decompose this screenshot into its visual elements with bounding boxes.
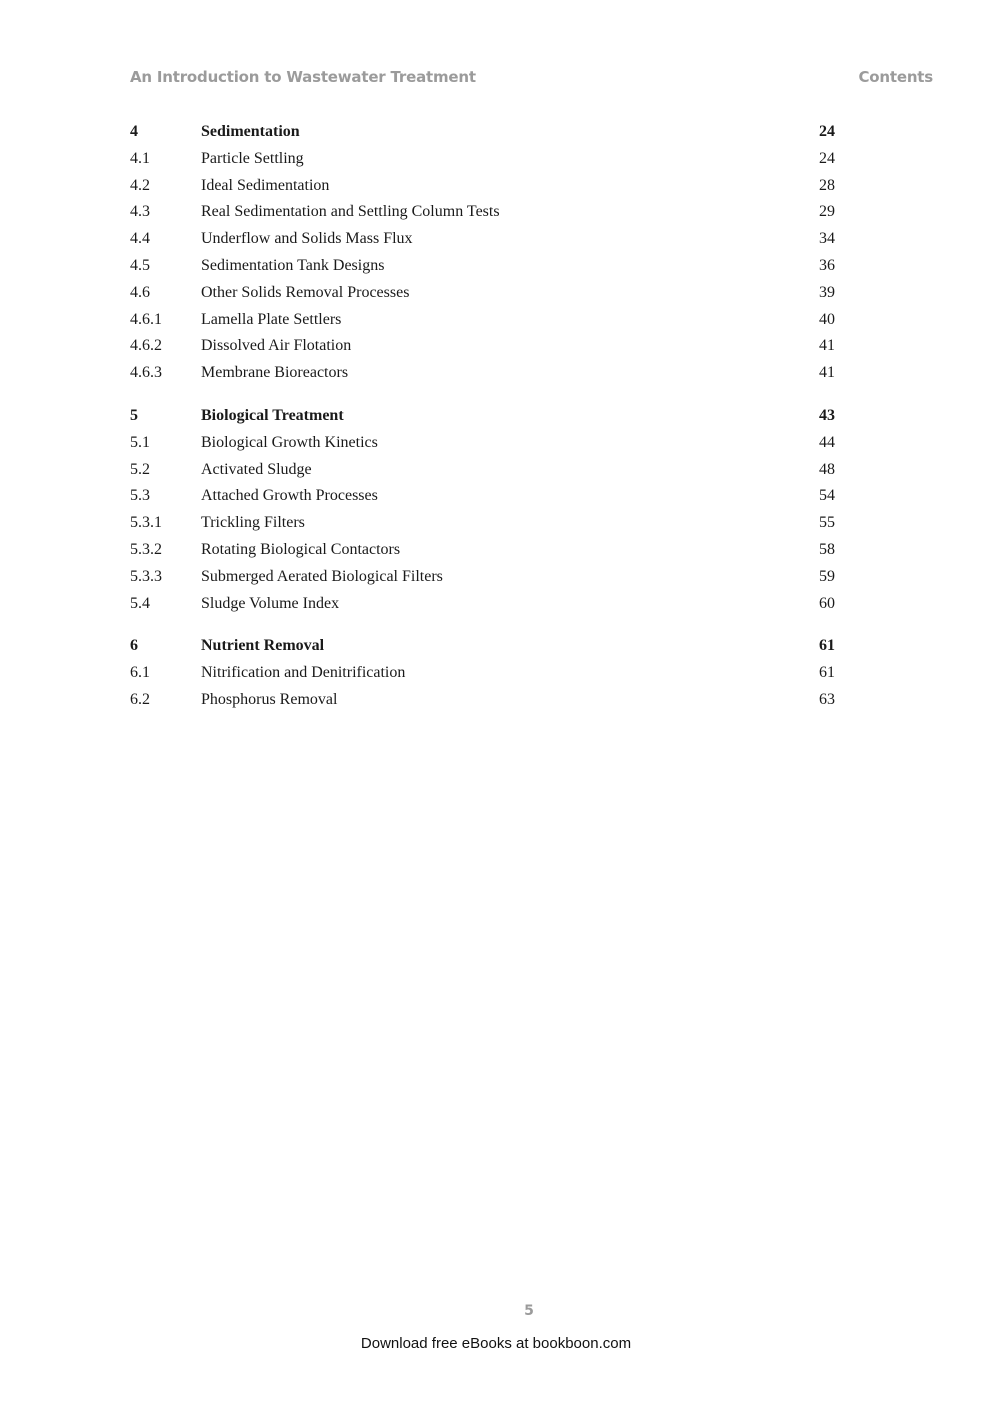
toc-page-number: 60 xyxy=(819,594,835,612)
toc-number: 4.2 xyxy=(130,176,150,194)
toc-title: Lamella Plate Settlers xyxy=(201,310,342,328)
toc-title: Biological Treatment xyxy=(201,406,344,424)
toc-entry-row[interactable] xyxy=(130,430,835,457)
toc-entry-row[interactable] xyxy=(130,687,835,714)
toc-page-number: 63 xyxy=(819,690,835,708)
toc-title: Nitrification and Denitrification xyxy=(201,664,406,682)
toc-number: 4 xyxy=(130,123,138,140)
toc-number: 5.3 xyxy=(130,487,150,505)
toc-number: 4.4 xyxy=(130,230,150,248)
toc-page-number: 36 xyxy=(819,256,835,274)
toc-title: Dissolved Air Flotation xyxy=(201,337,352,355)
toc-number: 5.3.3 xyxy=(130,567,162,585)
toc-entry-row[interactable] xyxy=(130,660,835,687)
toc-chapter-group xyxy=(130,633,835,713)
toc-title: Particle Settling xyxy=(201,149,304,167)
toc-title: Other Solids Removal Processes xyxy=(201,283,410,301)
toc-number: 4.6.1 xyxy=(130,310,162,328)
toc-entry-row[interactable] xyxy=(130,226,835,253)
section-title: Contents xyxy=(858,68,933,86)
page-number: 5 xyxy=(524,1303,534,1319)
toc-number: 4.6 xyxy=(130,283,150,301)
toc-number: 4.6.3 xyxy=(130,364,162,382)
toc-entry-row[interactable] xyxy=(130,360,835,387)
toc-entry-row[interactable] xyxy=(130,253,835,280)
toc-page-number: 34 xyxy=(819,230,835,248)
toc-page-number: 24 xyxy=(819,149,835,167)
toc-entry-row[interactable] xyxy=(130,333,835,360)
toc-page-number: 39 xyxy=(819,283,835,301)
toc-page-number: 55 xyxy=(819,514,835,532)
toc-entry-row[interactable] xyxy=(130,173,835,200)
toc-page-number: 41 xyxy=(819,337,835,355)
toc-chapter-group xyxy=(130,119,835,387)
toc-title: Biological Growth Kinetics xyxy=(201,433,378,451)
toc-number: 4.5 xyxy=(130,256,150,274)
toc-number: 5.2 xyxy=(130,460,150,478)
toc-entry-row[interactable] xyxy=(130,537,835,564)
toc-title: Nutrient Removal xyxy=(201,637,325,655)
download-link[interactable]: Download free eBooks at bookboon.com xyxy=(360,1335,632,1352)
toc-number: 5 xyxy=(130,406,138,424)
toc-title: Submerged Aerated Biological Filters xyxy=(201,567,443,585)
toc-number: 6.1 xyxy=(130,664,150,682)
toc-number: 4.3 xyxy=(130,203,150,221)
toc-number: 5.3.1 xyxy=(130,514,162,532)
toc-entry-row[interactable] xyxy=(130,280,835,307)
toc-entry-row[interactable] xyxy=(130,146,835,173)
toc-title: Attached Growth Processes xyxy=(201,487,378,505)
toc-title: Underflow and Solids Mass Flux xyxy=(201,230,413,248)
toc-title: Sedimentation xyxy=(201,123,300,140)
toc-entry-row[interactable] xyxy=(130,591,835,618)
table-of-contents xyxy=(130,119,835,714)
toc-entry-row[interactable] xyxy=(130,199,835,226)
toc-title: Sludge Volume Index xyxy=(201,594,340,612)
toc-title: Membrane Bioreactors xyxy=(201,364,349,382)
toc-page-number: 41 xyxy=(819,364,835,382)
toc-entry-row[interactable] xyxy=(130,483,835,510)
toc-title: Activated Sludge xyxy=(201,460,312,478)
toc-number: 4.1 xyxy=(130,149,150,167)
toc-page-number: 40 xyxy=(819,310,835,328)
toc-entry-row[interactable] xyxy=(130,564,835,591)
toc-title: Real Sedimentation and Settling Column Tests xyxy=(201,203,500,221)
toc-number: 6 xyxy=(130,637,138,655)
toc-title: Ideal Sedimentation xyxy=(201,176,330,194)
running-header xyxy=(130,68,933,92)
toc-page-number: 58 xyxy=(819,540,835,558)
toc-page-number: 59 xyxy=(819,567,835,585)
toc-title: Rotating Biological Contactors xyxy=(201,540,401,558)
toc-page-number: 28 xyxy=(819,176,835,194)
toc-number: 5.3.2 xyxy=(130,540,162,558)
toc-chapter-row[interactable] xyxy=(130,403,835,430)
toc-page-number: 61 xyxy=(819,664,835,682)
toc-chapter-group xyxy=(130,403,835,617)
toc-number: 6.2 xyxy=(130,690,150,708)
toc-page-number: 24 xyxy=(819,123,835,140)
toc-chapter-row[interactable] xyxy=(130,119,835,146)
toc-page-number: 54 xyxy=(819,487,835,505)
toc-number: 5.1 xyxy=(130,433,150,451)
toc-page-number: 29 xyxy=(819,203,835,221)
toc-page-number: 61 xyxy=(819,637,835,655)
toc-page-number: 43 xyxy=(819,406,835,424)
toc-chapter-row[interactable] xyxy=(130,633,835,660)
toc-title: Phosphorus Removal xyxy=(201,690,338,708)
toc-page-number: 48 xyxy=(819,460,835,478)
toc-number: 4.6.2 xyxy=(130,337,162,355)
toc-title: Sedimentation Tank Designs xyxy=(201,256,385,274)
toc-number: 5.4 xyxy=(130,594,150,612)
toc-entry-row[interactable] xyxy=(130,510,835,537)
toc-entry-row[interactable] xyxy=(130,457,835,484)
book-title: An Introduction to Wastewater Treatment xyxy=(130,68,476,86)
toc-title: Trickling Filters xyxy=(201,514,305,532)
toc-page-number: 44 xyxy=(819,433,835,451)
toc-entry-row[interactable] xyxy=(130,307,835,334)
